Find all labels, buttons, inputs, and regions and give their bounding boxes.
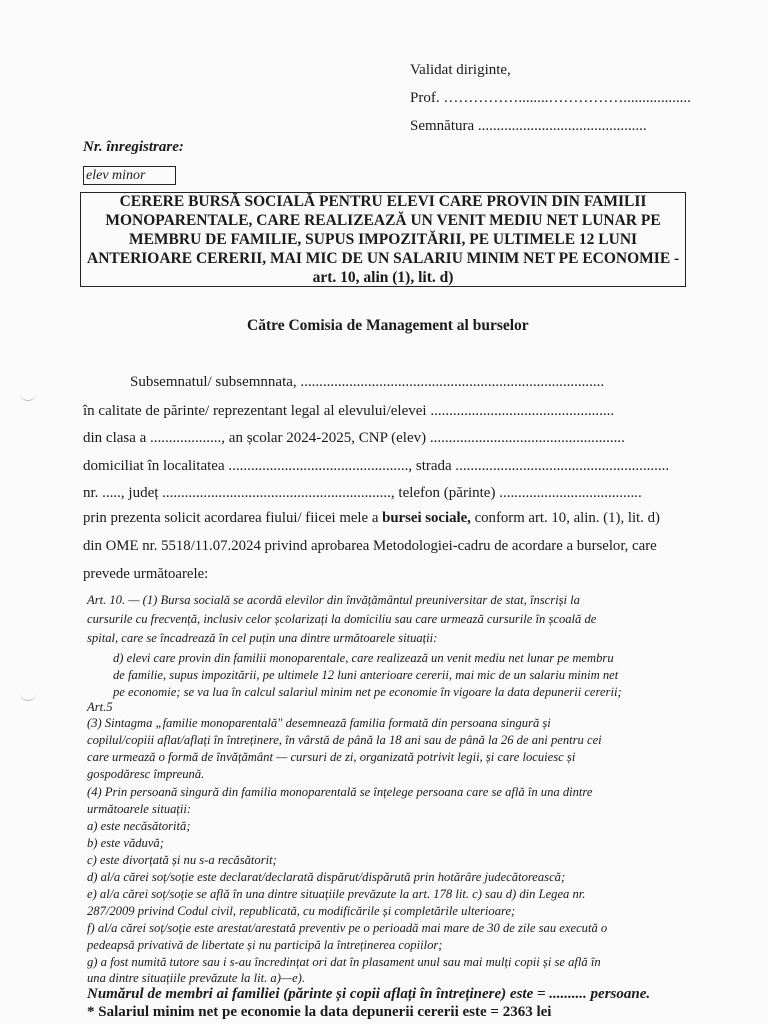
article-line: care urmează o formă de învățământ — cursuri de zi, organizată potrivit legii, și care locuiesc și [87,750,576,764]
scan-margin-mark [20,390,36,401]
title-line: ANTERIOARE CERERII, MAI MIC DE UN SALARIU MINIM NET PE ECONOMIE - [87,250,680,267]
addressee-heading: Către Comisia de Management al burselor [247,317,529,334]
request-text: conform art. 10, alin. (1), lit. d) [470,510,660,526]
article-line: gospodăresc împreună. [87,767,205,781]
article-line: de familie, supus impozitării, pe ultimele 12 luni anterioare cererii, mai mic de un salariu minim net [113,668,619,682]
article-line: cursurile cu frecvență, inclusiv celor școlarizați la domiciliu sau care urmează cursurile în școală de [87,612,597,626]
form-line-domiciliu[interactable]: domiciliat în localitatea ................................................, strada ......................................................... [83,458,670,474]
article-line: Art. 10. — (1) Bursa socială se acordă elevilor din învățământul preuniversitar de stat, înscriși la [87,593,580,607]
article-line: pedeapsă privativă de libertate și nu participă la întreținerea copiilor; [87,938,443,952]
article-line: c) este divorțată și nu s-a recăsătorit; [87,853,277,867]
article-line: următoarele situații: [87,802,192,816]
registration-number-label: Nr. înregistrare: [83,139,184,155]
minimum-salary-note: * Salariul minim net pe economie la data depunerii cererii este = 2363 lei [87,1004,552,1020]
article-line: una dintre situațiile prevăzute la lit. a)—e). [87,971,306,985]
document-title-box [80,192,686,287]
article-line: d) elevi care provin din familii monoparentale, care realizează un venit mediu net lunar pe membru [113,651,614,665]
validat-diriginte-label: Validat diriginte, [410,62,511,78]
form-line-subsemnatul[interactable]: Subsemnatul/ subsemnnata, ................................................................................. [130,374,605,390]
prof-signature-line[interactable]: Prof. ……………........…………….................. [410,90,691,106]
article-line: g) a fost numită tutore sau i s-au încredințat ori dat în plasament unul sau mai mulți copii și se află în [87,955,601,969]
article-line: e) al/a cărei soț/soție se află în una dintre situațiile prevăzute la art. 178 lit. c) sau d) din Legea nr. [87,887,586,901]
form-line-contact[interactable]: nr. ....., județ ............................................................., telefon (părinte) ...................................... [83,485,642,501]
article-line: f) al/a cărei soț/soție este arestat/arestată preventiv pe o perioadă mai mare de 30 de zile sau execută o [87,921,608,935]
title-line: art. 10, alin (1), lit. d) [312,269,454,286]
family-members-line[interactable]: Numărul de membri ai familiei (părinte și copii aflați în întreținere) este = .......... persoane. [87,986,651,1002]
article-line: Art.5 [87,700,113,714]
title-line: MONOPARENTALE, CARE REALIZEAZĂ UN VENIT MEDIU NET LUNAR PE [105,212,661,229]
request-text: prin prezenta solicit acordarea fiului/ fiicei mele a [83,510,383,526]
semnatura-line[interactable]: Semnătura ............................................. [410,118,647,134]
article-line: pe economie; se va lua în calcul salariul minim net pe economie în vigoare la data depunerii cererii; [113,685,622,699]
article-line: d) al/a cărei soț/soție este declarat/declarată dispărut/dispărută prin hotărâre judecătorească; [87,870,566,884]
article-line: (3) Sintagma „familie monoparentală" desemnează familia formată din persoana singură și [87,716,551,730]
title-line: MEMBRU DE FAMILIE, SUPUS IMPOZITĂRII, PE ULTIMELE 12 LUNI [128,231,638,248]
request-line: prevede următoarele: [83,566,209,582]
scan-margin-mark [20,690,36,701]
title-line: CERERE BURSĂ SOCIALĂ PENTRU ELEVI CARE PROVIN DIN FAMILII [119,193,647,210]
request-bold-text: bursei sociale, [382,510,471,526]
article-line: copilul/copiii aflat/aflați în întreținere, în vârstă de până la 18 ani sau de până la 26 de ani pentru cei [87,733,602,747]
article-line: spital, care se încadrează în cel puțin una dintre următoarele situații: [87,631,438,645]
request-line: din OME nr. 5518/11.07.2024 privind aprobarea Metodologiei-cadru de acordare a burselor, care [83,538,657,554]
article-line: (4) Prin persoană singură din familia monoparentală se înțelege persoana care se află în una dintre [87,785,593,799]
request-line [83,510,660,527]
article-line: 287/2009 privind Codul civil, republicată, cu modificările și completările ulterioare; [87,904,516,918]
form-line-clasa[interactable]: din clasa a ..................., an școlar 2024-2025, CNP (elev) .................................................... [83,430,625,446]
elev-minor-box: elev minor [83,166,176,185]
form-line-calitate[interactable]: în calitate de părinte/ reprezentant legal al elevului/elevei ................................................. [83,403,615,419]
article-line: b) este văduvă; [87,836,164,850]
article-line: a) este necăsătorită; [87,819,191,833]
